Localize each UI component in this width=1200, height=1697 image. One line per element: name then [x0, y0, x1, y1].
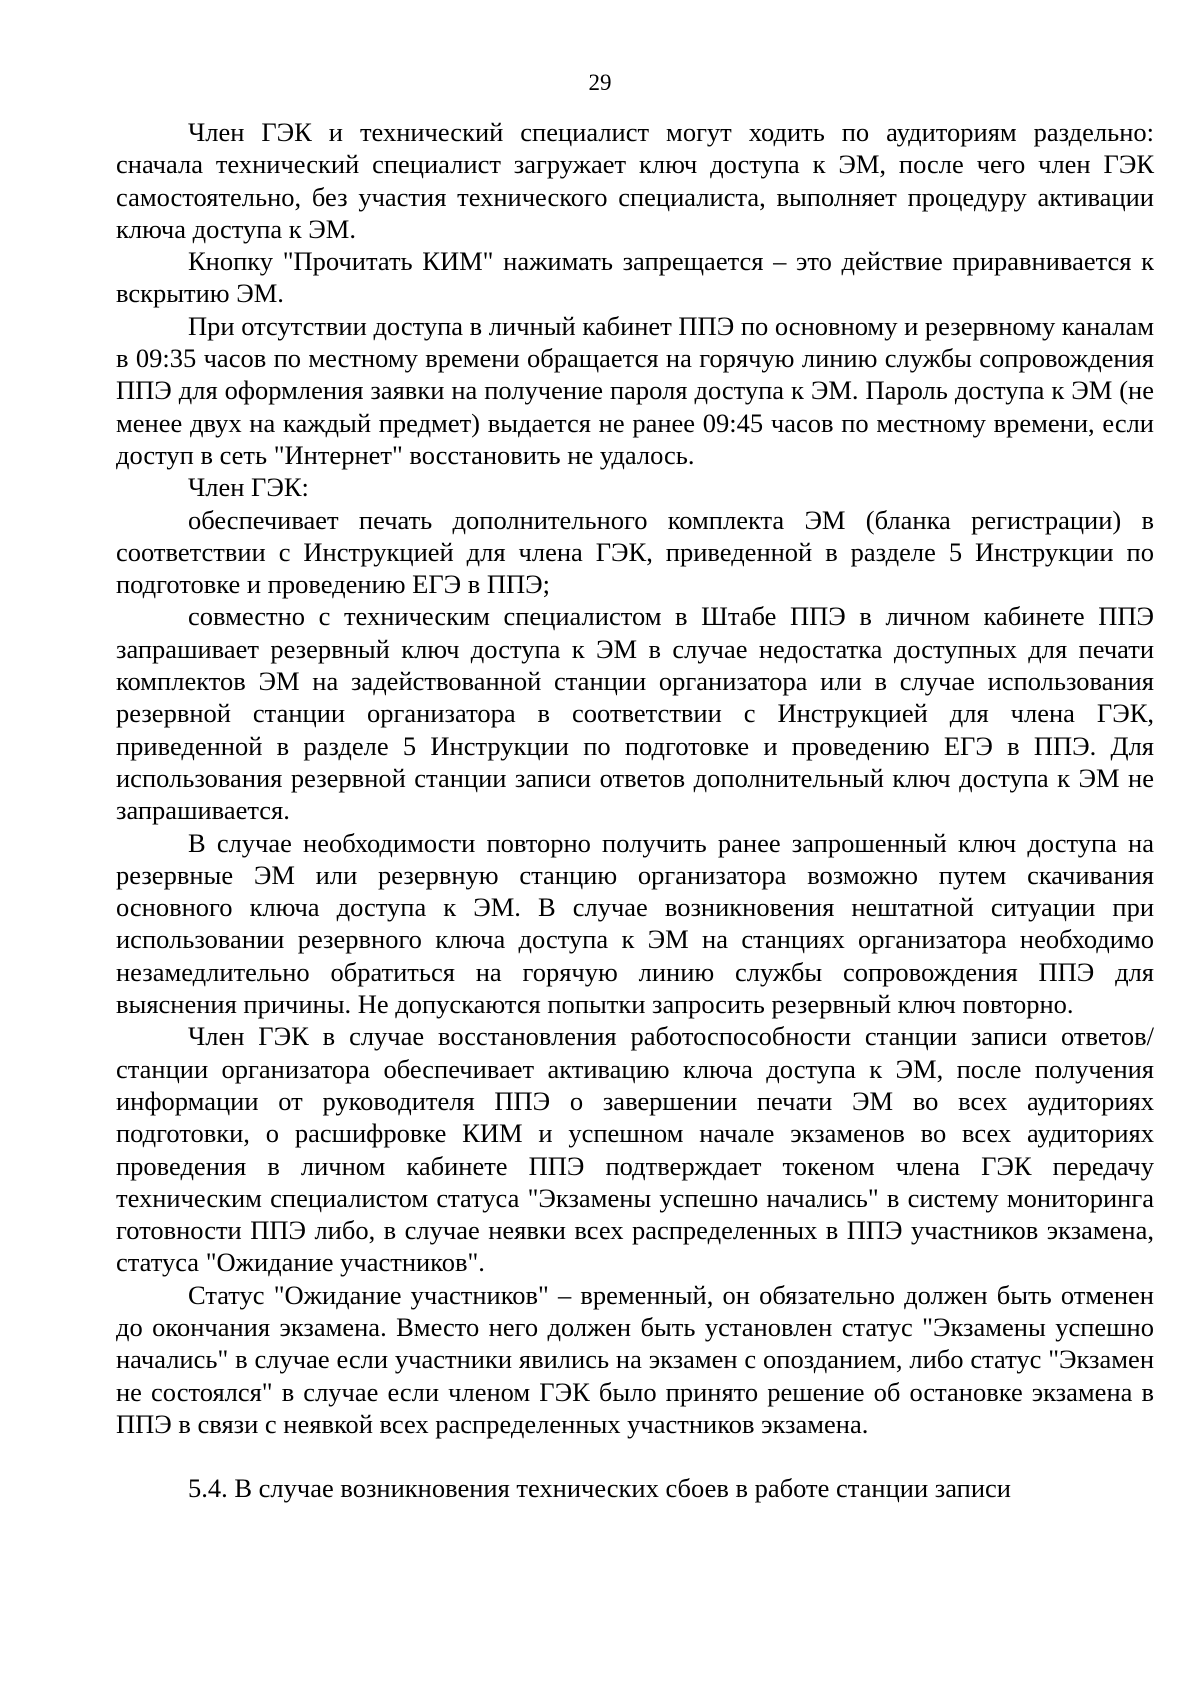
paragraph: Член ГЭК в случае восстановления работоспособности станции записи ответов/станции организатора обеспечивает активацию ключа доступа к ЭМ, после получения информации от руководителя ППЭ о завершении печати ЭМ во всех аудиториях подготовки, о расшифровке КИМ и успешном начале экзаменов во всех аудиториях проведения в личном кабинете ППЭ подтверждает токеном члена ГЭК передачу техническим специалистом статуса "Экзамены успешно начались" в систему мониторинга готовности ППЭ либо, в случае неявки всех распределенных в ППЭ участников экзамена, статуса "Ожидание участников".	[116, 1021, 1154, 1278]
paragraph: совместно с техническим специалистом в Штабе ППЭ в личном кабинете ППЭ запрашивает резервный ключ доступа к ЭМ в случае недостатка доступных для печати комплектов ЭМ на задействованной станции организатора или в случае использования резервной станции организатора в соответствии с Инструкцией для члена ГЭК, приведенной в разделе 5 Инструкции по подготовке и проведению ЕГЭ в ППЭ. Для использования резервной станции записи ответов дополнительный ключ доступа к ЭМ не запрашивается.	[116, 601, 1154, 826]
section-heading-paragraph: 5.4. В случае возникновения технических сбоев в работе станции записи	[188, 1473, 1011, 1504]
paragraph: Член ГЭК и технический специалист могут ходить по аудиториям раздельно: сначала технический специалист загружает ключ доступа к ЭМ, после чего член ГЭК самостоятельно, без участия технического специалиста, выполняет процедуру активации ключа доступа к ЭМ.	[116, 117, 1154, 244]
document-body	[116, 116, 1154, 1504]
paragraph: В случае необходимости повторно получить ранее запрошенный ключ доступа на резервные ЭМ или резервную станцию организатора возможно путем скачивания основного ключа доступа к ЭМ. В случае возникновения нештатной ситуации при использовании резервного ключа доступа к ЭМ на станциях организатора необходимо незамедлительно обратиться на горячую линию службы сопровождения ППЭ для выяснения причины. Не допускаются попытки запросить резервный ключ повторно.	[116, 827, 1154, 1020]
paragraph: Статус "Ожидание участников" – временный, он обязательно должен быть отменен до окончания экзамена. Вместо него должен быть установлен статус "Экзамены успешно начались" в случае если участники явились на экзамен с опозданием, либо статус "Экзамен не состоялся" в случае если членом ГЭК было принято решение об остановке экзамена в ППЭ в связи с неявкой всех распределенных участников экзамена.	[116, 1279, 1154, 1439]
page-number: 29	[588, 70, 612, 95]
paragraph: При отсутствии доступа в личный кабинет ППЭ по основному и резервному каналам в 09:35 часов по местному времени обращается на горячую линию службы сопровождения ППЭ для оформления заявки на получение пароля доступа к ЭМ. Пароль доступа к ЭМ (не менее двух на каждый предмет) выдается не ранее 09:45 часов по местному времени, если доступ в сеть "Интернет" восстановить не удалось.	[116, 310, 1154, 470]
paragraph: Член ГЭК:	[188, 472, 309, 503]
paragraph: обеспечивает печать дополнительного комплекта ЭМ (бланка регистрации) в соответствии с Инструкцией для члена ГЭК, приведенной в разделе 5 Инструкции по подготовке и проведению ЕГЭ в ППЭ;	[116, 504, 1154, 600]
paragraph: Кнопку "Прочитать КИМ" нажимать запрещается – это действие приравнивается к вскрытию ЭМ.	[116, 246, 1154, 309]
